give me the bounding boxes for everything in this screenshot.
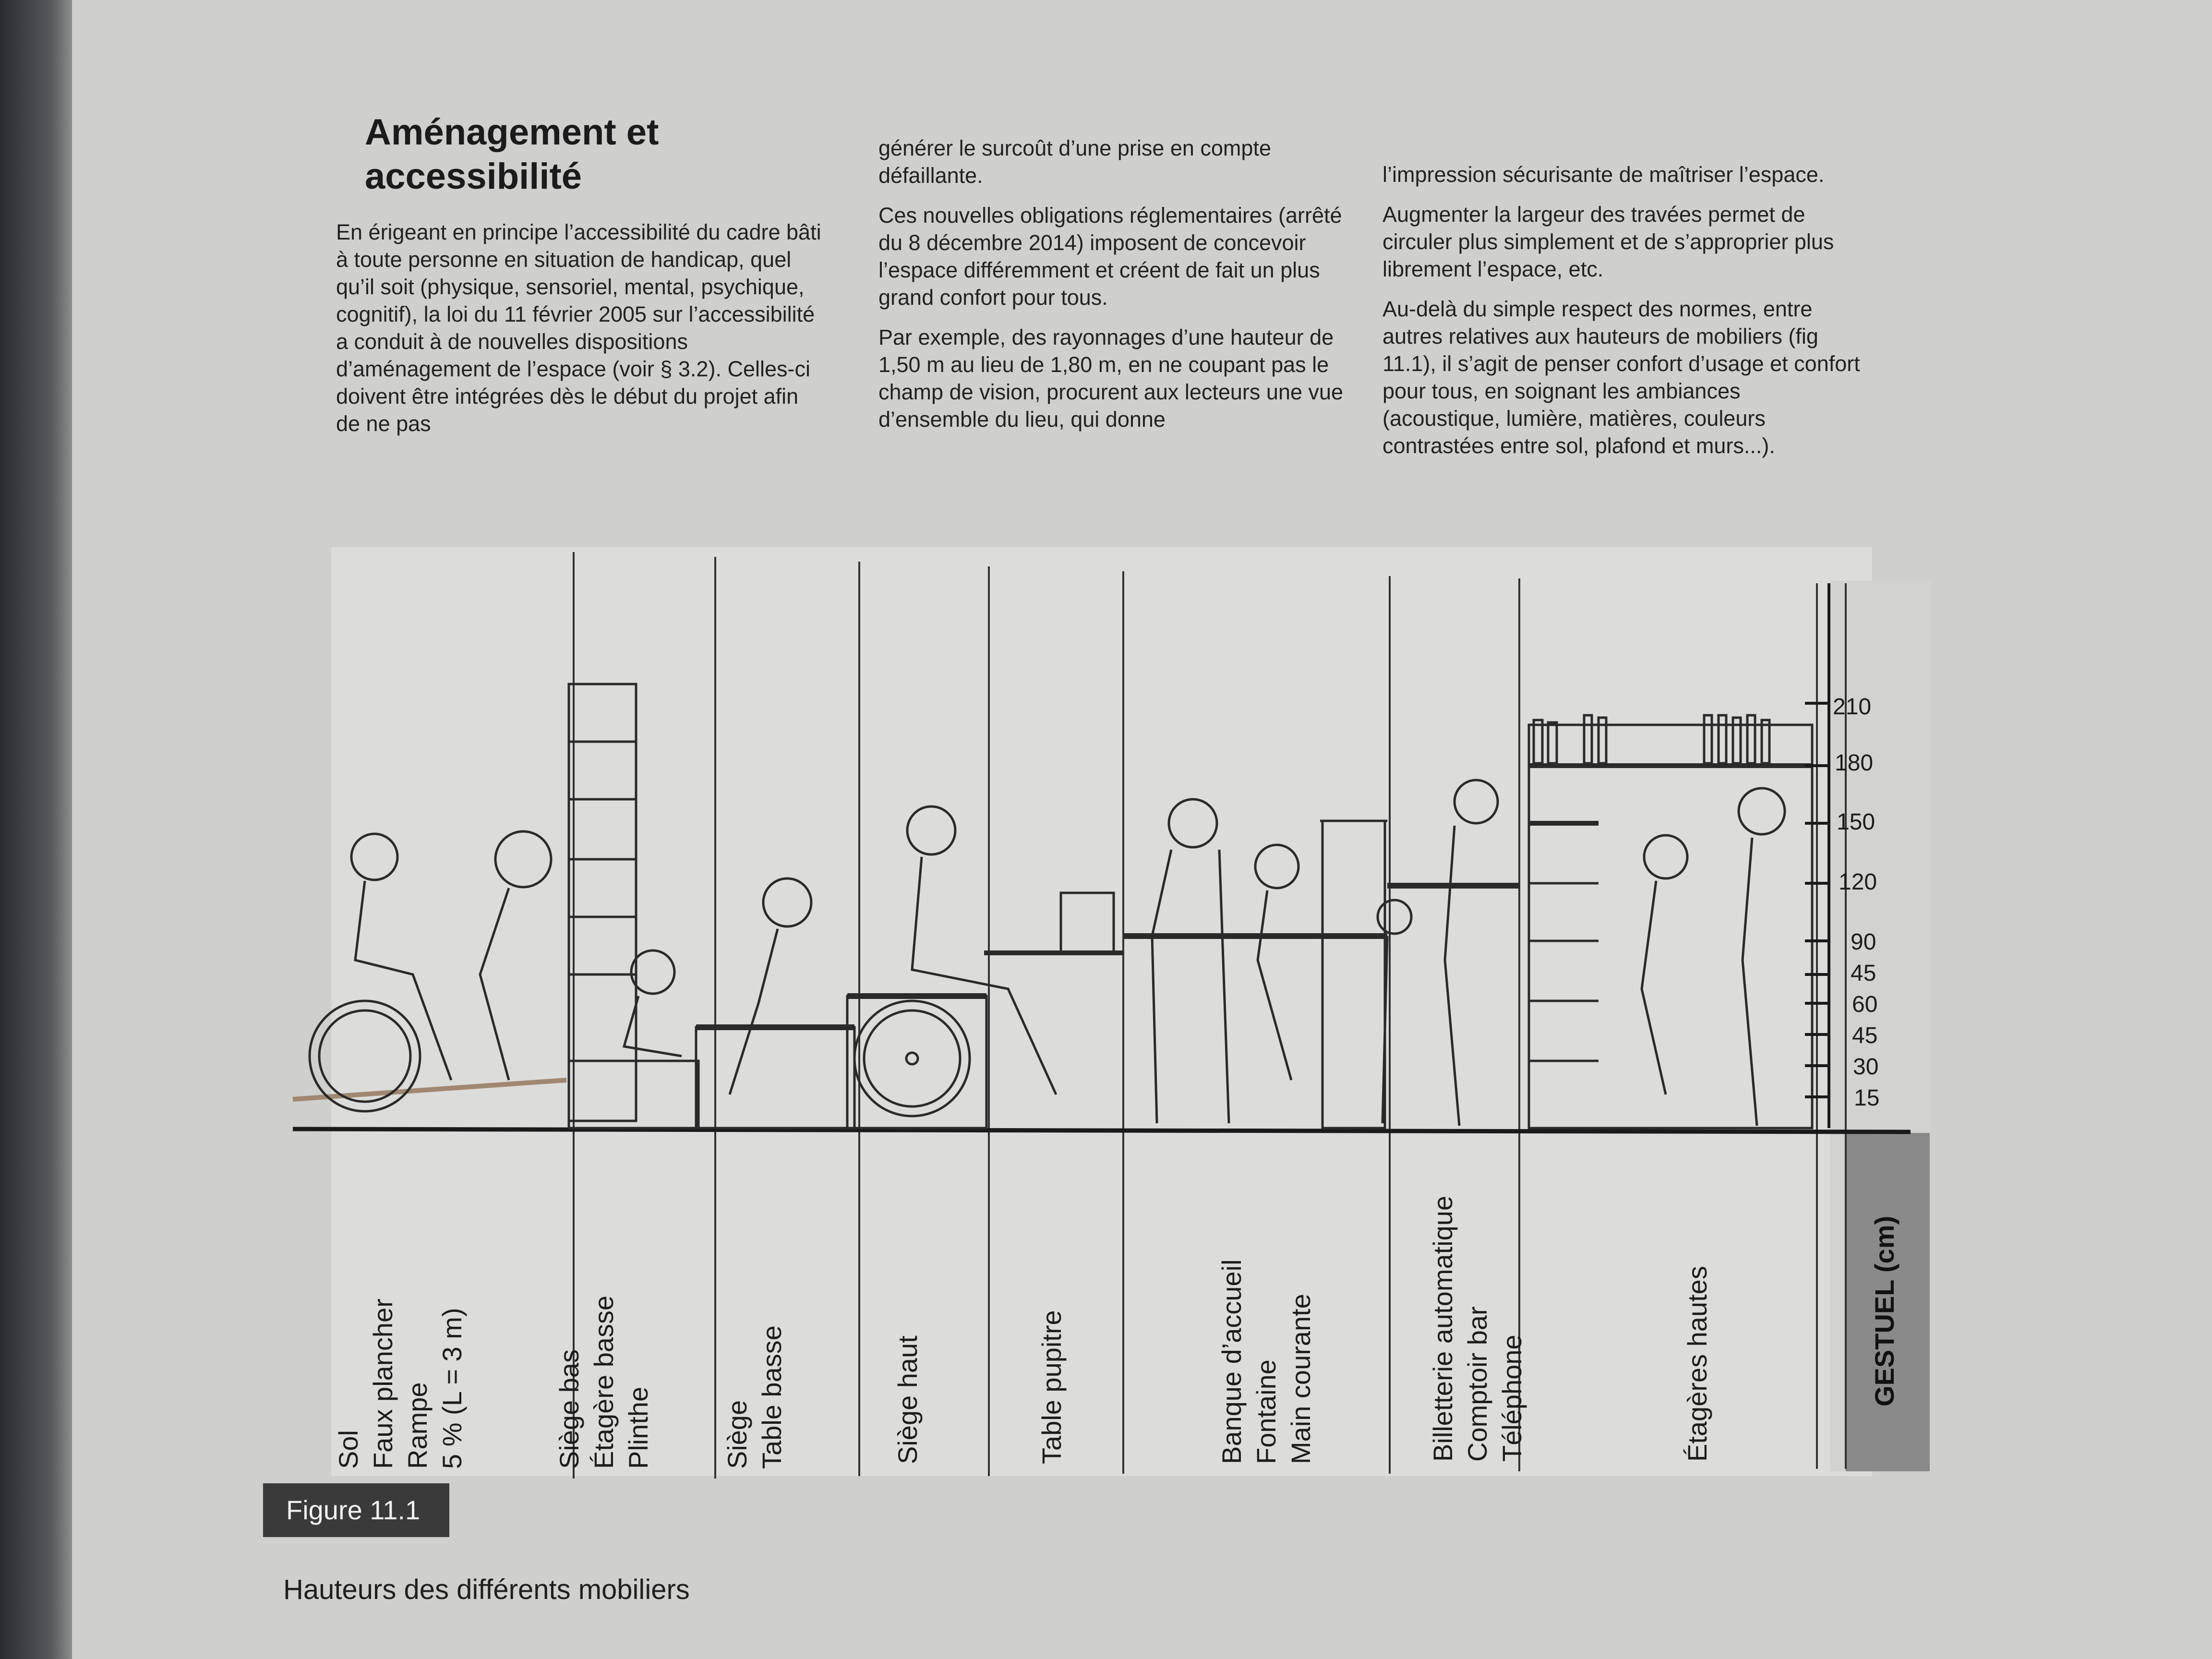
zone-label-line: Siège bas xyxy=(554,1349,584,1469)
zone-label-line: Siège xyxy=(722,1400,752,1469)
zone-label-line: Banque d’accueil xyxy=(1216,1259,1247,1464)
paragraph: En érigeant en principe l’accessibilité du cadre bâti à toute personne en situation de handicap, quel qu’il soit (physique, sensoriel, mental, psychique, cognitif), la loi du 11 février 2005 sur l’accessibilité a conduit à de nouvelles dispositions d’aménagement de l’espace (voir § 3.2). Celles-ci doivent être intégrées dès le début du projet afin de ne pas xyxy=(336,220,821,436)
zone-label-table-pupitre xyxy=(1036,1310,1067,1464)
zone-label-line: Sol xyxy=(333,1430,363,1469)
zone-label-line: Siège haut xyxy=(892,1335,923,1464)
paragraph: l’impression sécurisante de maîtriser l’espace. xyxy=(1382,162,1825,187)
scale-tick: 210 xyxy=(1833,694,1872,720)
zone-label-line: Main courante xyxy=(1286,1294,1316,1464)
scale-tick: 45 xyxy=(1852,1023,1878,1048)
scale-tick: 120 xyxy=(1839,869,1877,895)
scale-tick: 60 xyxy=(1852,992,1878,1017)
heading-line-2: accessibilité xyxy=(365,156,582,197)
zone-label-line: Table pupitre xyxy=(1036,1310,1067,1464)
paragraph: Au-delà du simple respect des normes, entre autres relatives aux hauteurs de mobiliers (fig 11.1), il s’agit de penser confort d’usage et confort pour tous, en soignant les ambiances (acoustique, lumière, matières, couleurs contrastées entre sol, plafond et murs...). xyxy=(1382,297,1860,458)
scale-tick: 90 xyxy=(1851,929,1876,955)
zone-label-line: Faux plancher xyxy=(368,1298,398,1469)
zone-label-line: Plinthe xyxy=(623,1386,653,1469)
scale-tick: 180 xyxy=(1835,750,1874,776)
paragraph: Par exemple, des rayonnages d’une hauteur de 1,50 m au lieu de 1,80 m, en ne coupant pas le champ de vision, procurent aux lecteurs une vue d’ensemble du lieu, qui donne xyxy=(878,325,1344,432)
paragraph: générer le surcoût d’une prise en compte défaillante. xyxy=(878,136,1271,188)
floor-line xyxy=(293,1129,1911,1132)
scale-tick: 15 xyxy=(1854,1085,1880,1111)
scale-label xyxy=(1869,1216,1899,1407)
zone-label-line: Téléphone xyxy=(1497,1334,1527,1462)
zone-label-line: Table basse xyxy=(757,1325,787,1469)
figure-tag: Figure 11.1 xyxy=(263,1483,449,1537)
zone-label-line: Rampe xyxy=(402,1382,433,1469)
zone-label-line: Billetterie automatique xyxy=(1428,1195,1458,1462)
scale-tick: 30 xyxy=(1853,1054,1879,1080)
paragraph: Ces nouvelles obligations réglementaires (arrêté du 8 décembre 2014) imposent de concevoir l’espace différemment et créent de fait un plus grand confort pour tous. xyxy=(878,203,1342,310)
scale-tick: 45 xyxy=(1851,961,1876,986)
zone-label-line: Comptoir bar xyxy=(1462,1306,1492,1462)
zone-label-line: Étagères hautes xyxy=(1682,1266,1712,1462)
gestuel-label: GESTUEL (cm) xyxy=(1869,1215,1899,1407)
heading-line-1: Aménagement et xyxy=(365,112,659,153)
figure-panel xyxy=(331,547,1872,1476)
figure-caption: Hauteurs des différents mobiliers xyxy=(283,1574,690,1605)
scale-tick: 150 xyxy=(1837,809,1875,835)
zone-label-siege-haut xyxy=(892,1335,923,1464)
zone-label-etageres-hautes xyxy=(1682,1266,1712,1462)
zone-label-line: Fontaine xyxy=(1251,1359,1281,1464)
zone-label-line: 5 % (L = 3 m) xyxy=(437,1308,467,1469)
zone-label-line: Étagère basse xyxy=(589,1295,619,1469)
paragraph: Augmenter la largeur des travées permet de circuler plus simplement et de s’approprier plus librement l’espace, etc. xyxy=(1382,202,1834,281)
